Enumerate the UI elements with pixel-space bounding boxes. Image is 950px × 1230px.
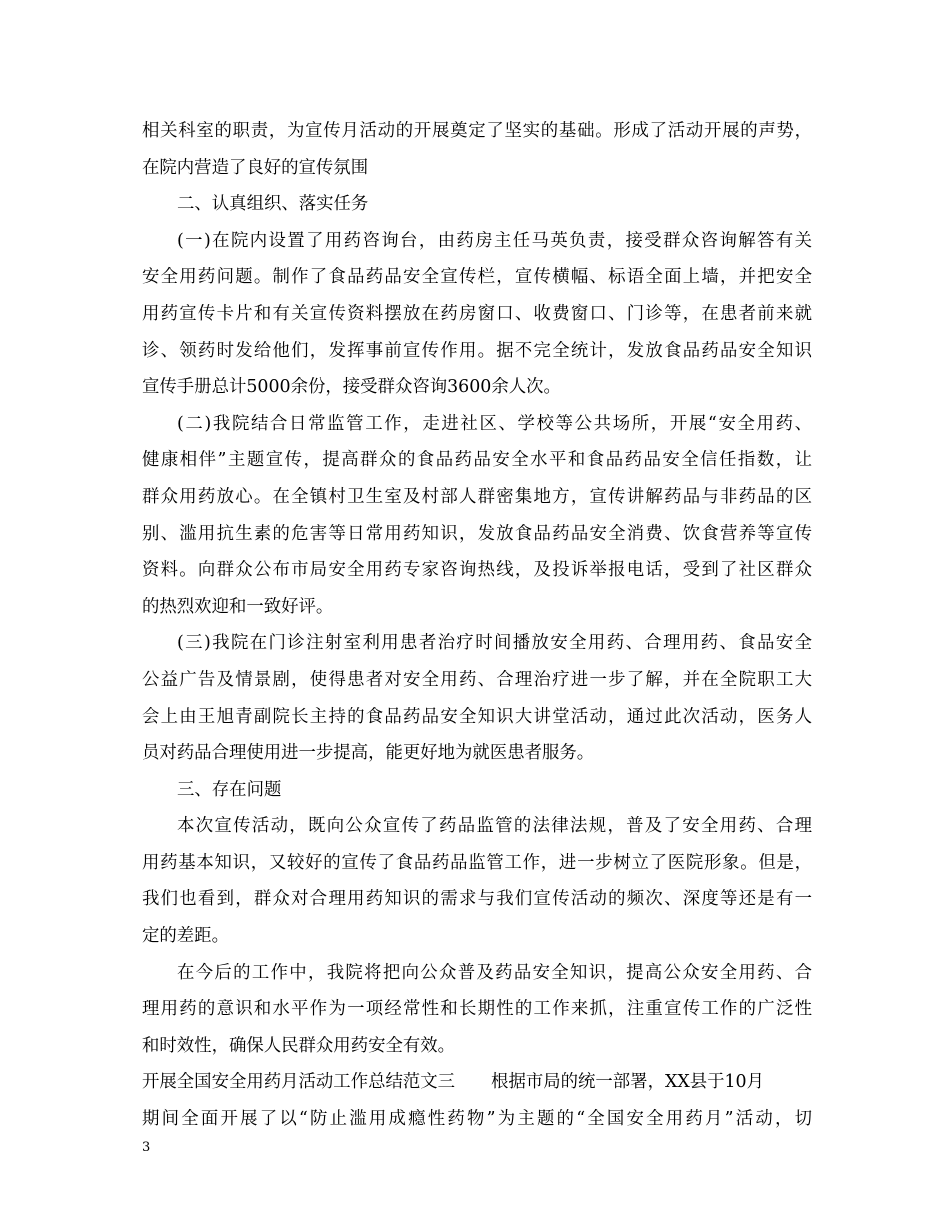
paragraph-line: (一)在院内设置了用药咨询台，由药房主任马英负责，接受群众咨询解答有关 — [177, 230, 812, 251]
paragraph-line: 和时效性，确保人民群众用药安全有效。 — [142, 1035, 456, 1056]
heading-line — [142, 1064, 812, 1101]
paragraph-line: 在院内营造了良好的宣传氛围 — [142, 157, 369, 178]
paragraph-line: 别、滥用抗生素的危害等日常用药知识，发放食品药品安全消费、饮食营养等宣传 — [142, 523, 812, 544]
paragraph-line: 我们也看到，群众对合理用药知识的需求与我们宣传活动的频次、深度等还是有一 — [142, 889, 812, 910]
paragraph-line: 员对药品合理使用进一步提高，能更好地为就医患者服务。 — [142, 743, 595, 764]
paragraph-line: 本次宣传活动，既向公众宣传了药品监管的法律法规，普及了安全用药、合理 — [177, 816, 812, 837]
document-body — [142, 113, 812, 1138]
paragraph-line: 诊、领药时发给他们，发挥事前宣传作用。据不完全统计，发放食品药品安全知识 — [142, 340, 812, 361]
paragraph-line: 会上由王旭青副院长主持的食品药品安全知识大讲堂活动，通过此次活动，医务人 — [142, 706, 812, 727]
paragraph-line: (三)我院在门诊注射室利用患者治疗时间播放安全用药、合理用药、食品安全 — [177, 633, 812, 654]
section-heading: 二、认真组织、落实任务 — [177, 194, 369, 215]
paragraph-line: 宣传手册总计5000余份，接受群众咨询3600余人次。 — [142, 377, 561, 398]
section-heading: 三、存在问题 — [177, 779, 282, 800]
article-heading: 开展全国安全用药月活动工作总结范文三 — [142, 1072, 456, 1093]
paragraph-line: 理用药的意识和水平作为一项经常性和长期性的工作来抓，注重宣传工作的广泛性 — [142, 999, 812, 1020]
paragraph-line: 群众用药放心。在全镇村卫生室及村部人群密集地方，宣传讲解药品与非药品的区 — [142, 486, 812, 507]
paragraph-line: 用药基本知识，又较好的宣传了食品药品监管工作，进一步树立了医院形象。但是， — [142, 852, 812, 873]
heading-continuation: 根据市局的统一部署，XX县于10月 — [491, 1072, 765, 1093]
paragraph-line: 公益广告及情景剧，使得患者对安全用药、合理治疗进一步了解，并在全院职工大 — [142, 669, 812, 690]
paragraph-line: 在今后的工作中，我院将把向公众普及药品安全知识，提高公众安全用药、合 — [177, 962, 812, 983]
paragraph-line: 定的差距。 — [142, 926, 229, 947]
paragraph-line: 健康相伴”主题宣传，提高群众的食品药品安全水平和食品药品安全信任指数，让 — [142, 450, 812, 471]
paragraph-line: 安全用药问题。制作了食品药品安全宣传栏，宣传横幅、标语全面上墙，并把安全 — [142, 267, 812, 288]
paragraph-line: 期间全面开展了以“防止滥用成瘾性药物”为主题的“全国安全用药月”活动，切 — [142, 1109, 812, 1130]
page-number: 3 — [142, 1140, 151, 1155]
paragraph-line: (二)我院结合日常监管工作，走进社区、学校等公共场所，开展“安全用药、 — [177, 413, 812, 434]
paragraph-line: 用药宣传卡片和有关宣传资料摆放在药房窗口、收费窗口、门诊等，在患者前来就 — [142, 303, 812, 324]
paragraph-line: 相关科室的职责，为宣传月活动的开展奠定了坚实的基础。形成了活动开展的声势， — [142, 121, 812, 141]
paragraph-line: 资料。向群众公布市局安全用药专家咨询热线，及投诉举报电话，受到了社区群众 — [142, 560, 812, 581]
paragraph-line: 的热烈欢迎和一致好评。 — [142, 596, 334, 617]
